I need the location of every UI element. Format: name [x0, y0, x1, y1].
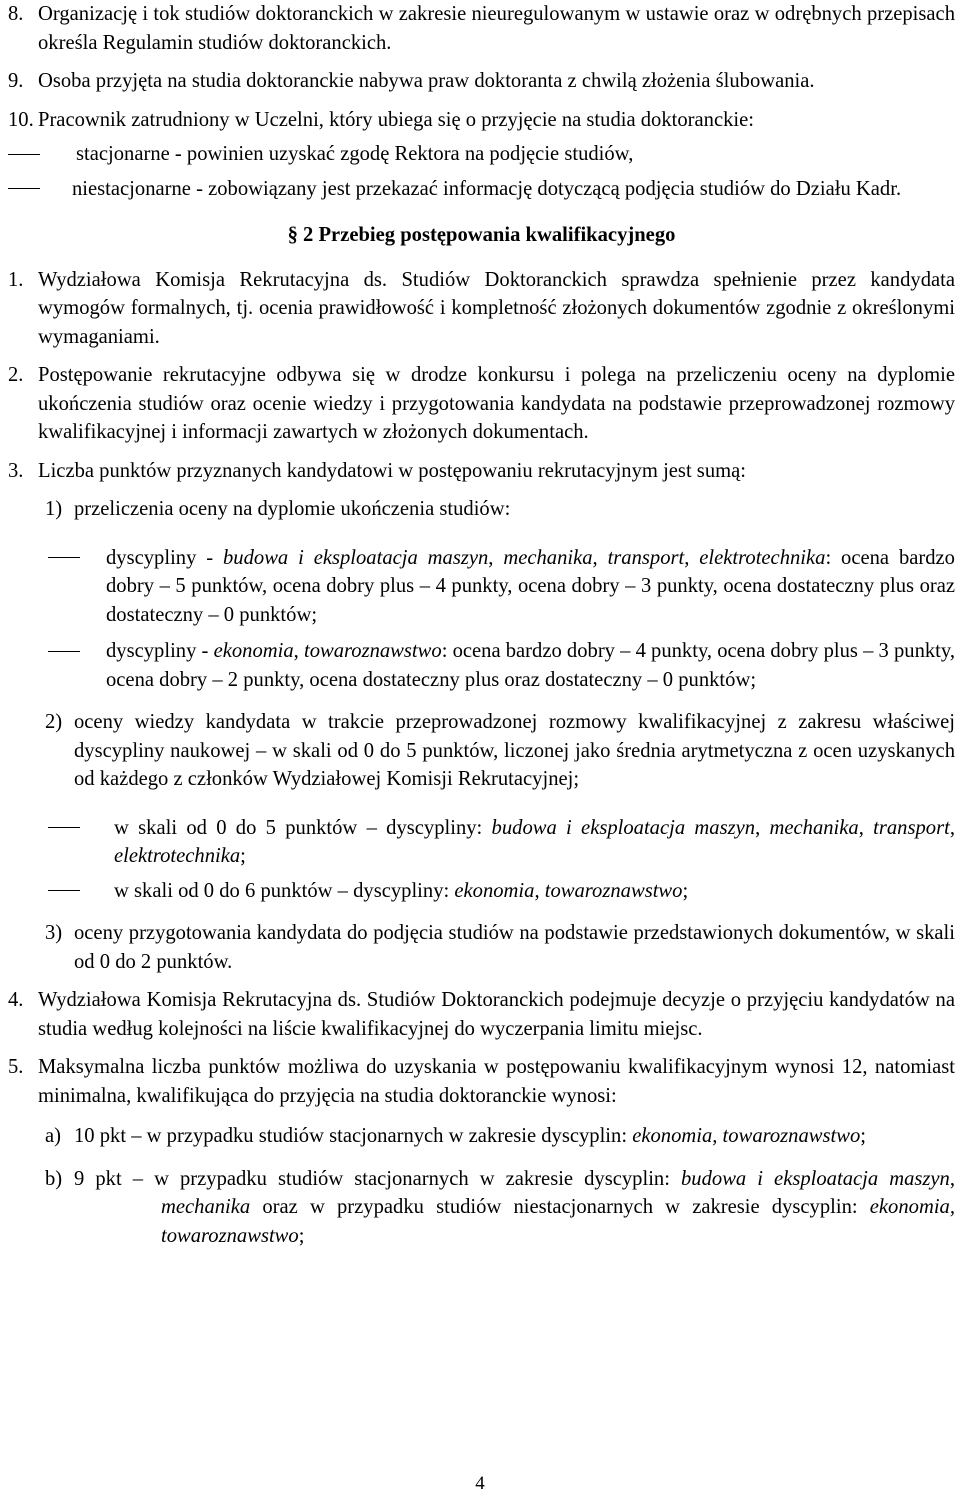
sub-item-5-b	[8, 1165, 955, 1251]
section-item-3	[8, 457, 955, 486]
paragraph-8	[8, 0, 955, 57]
punctuation: ,	[293, 640, 299, 662]
paragraph-10	[8, 106, 955, 135]
item-text: stacjonarne - powinien uzyskać zgodę Rektora na podjęcie studiów,	[76, 143, 634, 165]
section-item-5	[8, 1053, 955, 1110]
dash-mark	[8, 188, 40, 189]
sub-text: przeliczenia oceny na dyplomie ukończenia studiów:	[74, 498, 511, 520]
dash-mark	[48, 827, 80, 828]
item-number: 3.	[8, 459, 24, 482]
discipline-name: ekonomia	[213, 640, 294, 662]
item-text: Wydziałowa Komisja Rekrutacyjna ds. Studiów Doktoranckich sprawdza spełnienie przez kandydata wymogów formalnych, tj. ocenia prawidłowość i kompletność złożonych dokumentów zgodnie z określonymi wymaganiami.	[38, 268, 955, 348]
discipline-name: mechanika	[503, 546, 593, 569]
dash-mark	[48, 651, 80, 652]
discipline-name: budowa i eksploatacja maszyn	[223, 546, 489, 569]
dash-rest: : ocena bardzo dobry – 4 punkty, ocena dobry plus – 3 punkty, ocena dobry – 2 punkty, ocena dostateczny plus oraz dostateczny – 0 punktów;	[106, 640, 956, 691]
discipline-name: ekonomia	[454, 879, 535, 902]
discipline-name: budowa i eksploatacja maszyn	[681, 1167, 950, 1190]
discipline-name: elektrotechnika	[699, 546, 826, 569]
punctuation: ;	[240, 845, 246, 867]
punctuation: ,	[949, 1167, 955, 1190]
item-text: Osoba przyjęta na studia doktoranckie nabywa praw doktoranta z chwilą złożenia ślubowania.	[38, 70, 815, 92]
section-item-1	[8, 266, 955, 352]
item-text: niestacjonarne - zobowiązany jest przekazać informację dotyczącą podjęcia studiów do Działu Kadr.	[72, 177, 902, 200]
sub-lead: 10 pkt – w przypadku studiów stacjonarnych w zakresie dyscyplin:	[74, 1125, 628, 1147]
sub-text: oceny wiedzy kandydata w trakcie przeprowadzonej rozmowy kwalifikacyjnej z zakresu właściwej dyscypliny naukowej – w skali od 0 do 5 punktów, liczonej jako średnia arytmetyczna z ocen uzyskanych od każdego z członków Wydziałowej Komisji Rekrutacyjnej;	[74, 711, 955, 790]
dash-lead: dyscypliny -	[106, 546, 214, 569]
dash-rest: : ocena bardzo dobry – 5 punktów, ocena dobry plus – 4 punkty, ocena dobry – 3 punkty, ocena dostateczny plus oraz dostateczny – 0 punktów;	[106, 546, 955, 626]
sub-item-3-3	[8, 919, 955, 976]
item-text: Organizację i tok studiów doktoranckich w zakresie nieuregulowanym w ustawie oraz w odrębnych przepisach określa Regulamin studiów doktoranckich.	[38, 3, 955, 54]
section-title: § 2 Przebieg postępowania kwalifikacyjnego	[287, 224, 676, 246]
sub-item-3-1-dash-b	[48, 637, 955, 694]
paragraph-9	[8, 67, 955, 96]
sub-lead: 9 pkt – w przypadku studiów stacjonarnych w zakresie dyscyplin:	[74, 1167, 670, 1190]
item-number: 1.	[8, 268, 24, 291]
sub-item-3-1-dash-a	[48, 544, 955, 630]
paragraph-10-dash-a	[8, 140, 955, 169]
sub-number: b)	[45, 1167, 63, 1190]
punctuation: ,	[858, 816, 864, 839]
dash-mark	[48, 890, 80, 891]
sub-number: 3)	[45, 922, 63, 944]
sub-item-5-a	[8, 1122, 955, 1151]
punctuation: ,	[534, 879, 540, 902]
dash-lead: w skali od 0 do 5 punktów – dyscypliny:	[114, 816, 483, 839]
discipline-name: transport	[607, 546, 685, 569]
item-number: 9.	[8, 70, 24, 92]
dash-mark	[8, 154, 40, 155]
discipline-name: transport	[873, 816, 950, 839]
section-item-2	[8, 361, 955, 447]
dash-lead: dyscypliny -	[106, 640, 209, 662]
discipline-name: towaroznawstwo	[303, 640, 442, 662]
sub-number: a)	[45, 1125, 61, 1147]
item-number: 10.	[8, 108, 34, 131]
dash-mark	[48, 557, 80, 558]
punctuation: ,	[949, 816, 955, 839]
item-text: Wydziałowa Komisja Rekrutacyjna ds. Studiów Doktoranckich podejmuje decyzje o przyjęciu kandydatów na studia według kolejności na liście kwalifikacyjnej do wyczerpania limitu miejsc.	[38, 989, 955, 1040]
discipline-name: mechanika	[161, 1196, 251, 1218]
discipline-name: mechanika	[769, 816, 859, 839]
dash-lead: w skali od 0 do 6 punktów – dyscypliny:	[114, 879, 450, 902]
punctuation: ,	[755, 816, 761, 839]
item-text: Pracownik zatrudniony w Uczelni, który ubiega się o przyjęcie na studia doktoranckie:	[38, 108, 754, 131]
punctuation: ;	[860, 1125, 867, 1147]
text-block	[8, 0, 955, 1250]
sub-number: 2)	[45, 711, 63, 733]
discipline-name: elektrotechnika	[114, 845, 241, 867]
punctuation: ,	[592, 546, 598, 569]
punctuation: ;	[298, 1224, 305, 1247]
discipline-name: budowa i eksploatacja maszyn	[491, 816, 756, 839]
item-number: 8.	[8, 3, 24, 25]
paragraph-10-dash-b	[8, 175, 955, 204]
item-number: 2.	[8, 364, 24, 386]
punctuation: ,	[684, 546, 690, 569]
item-number: 5.	[8, 1056, 24, 1078]
discipline-name: ekonomia, towaroznawstwo	[161, 1196, 955, 1247]
page-number: 4	[475, 1473, 485, 1494]
punctuation: ,	[488, 546, 494, 569]
item-number: 4.	[8, 989, 24, 1011]
sub-item-3-2	[8, 708, 955, 794]
sub-item-3-2-dash-b	[48, 877, 955, 906]
item-text: Liczba punktów przyznanych kandydatowi w postępowaniu rekrutacyjnym jest sumą:	[38, 459, 747, 482]
sub-item-3-2-dash-a	[48, 814, 955, 871]
punctuation: ;	[682, 879, 689, 902]
sub-mid: oraz w przypadku studiów niestacjonarnych w zakresie dyscyplin:	[262, 1196, 858, 1218]
sub-item-3-1	[8, 495, 955, 524]
item-text: Maksymalna liczba punktów możliwa do uzyskania w postępowaniu kwalifikacyjnym wynosi 12, natomiast minimalna, kwalifikująca do przyjęcia na studia doktoranckie wynosi:	[38, 1056, 955, 1107]
sub-text: oceny przygotowania kandydata do podjęcia studiów na podstawie przedstawionych dokumentów, w skali od 0 do 2 punktów.	[74, 922, 955, 973]
discipline-name: towaroznawstwo	[544, 879, 683, 902]
discipline-name: ekonomia, towaroznawstwo	[632, 1125, 861, 1147]
sub-number: 1)	[45, 498, 63, 520]
item-text: Postępowanie rekrutacyjne odbywa się w drodze konkursu i polega na przeliczeniu oceny na dyplomie ukończenia studiów oraz ocenie wiedzy i przygotowania kandydata na podstawie przeprowadzonej rozmowy kwalifikacyjnej i informacji zawartych w złożonych dokumentach.	[38, 364, 955, 443]
section-item-4	[8, 986, 955, 1043]
